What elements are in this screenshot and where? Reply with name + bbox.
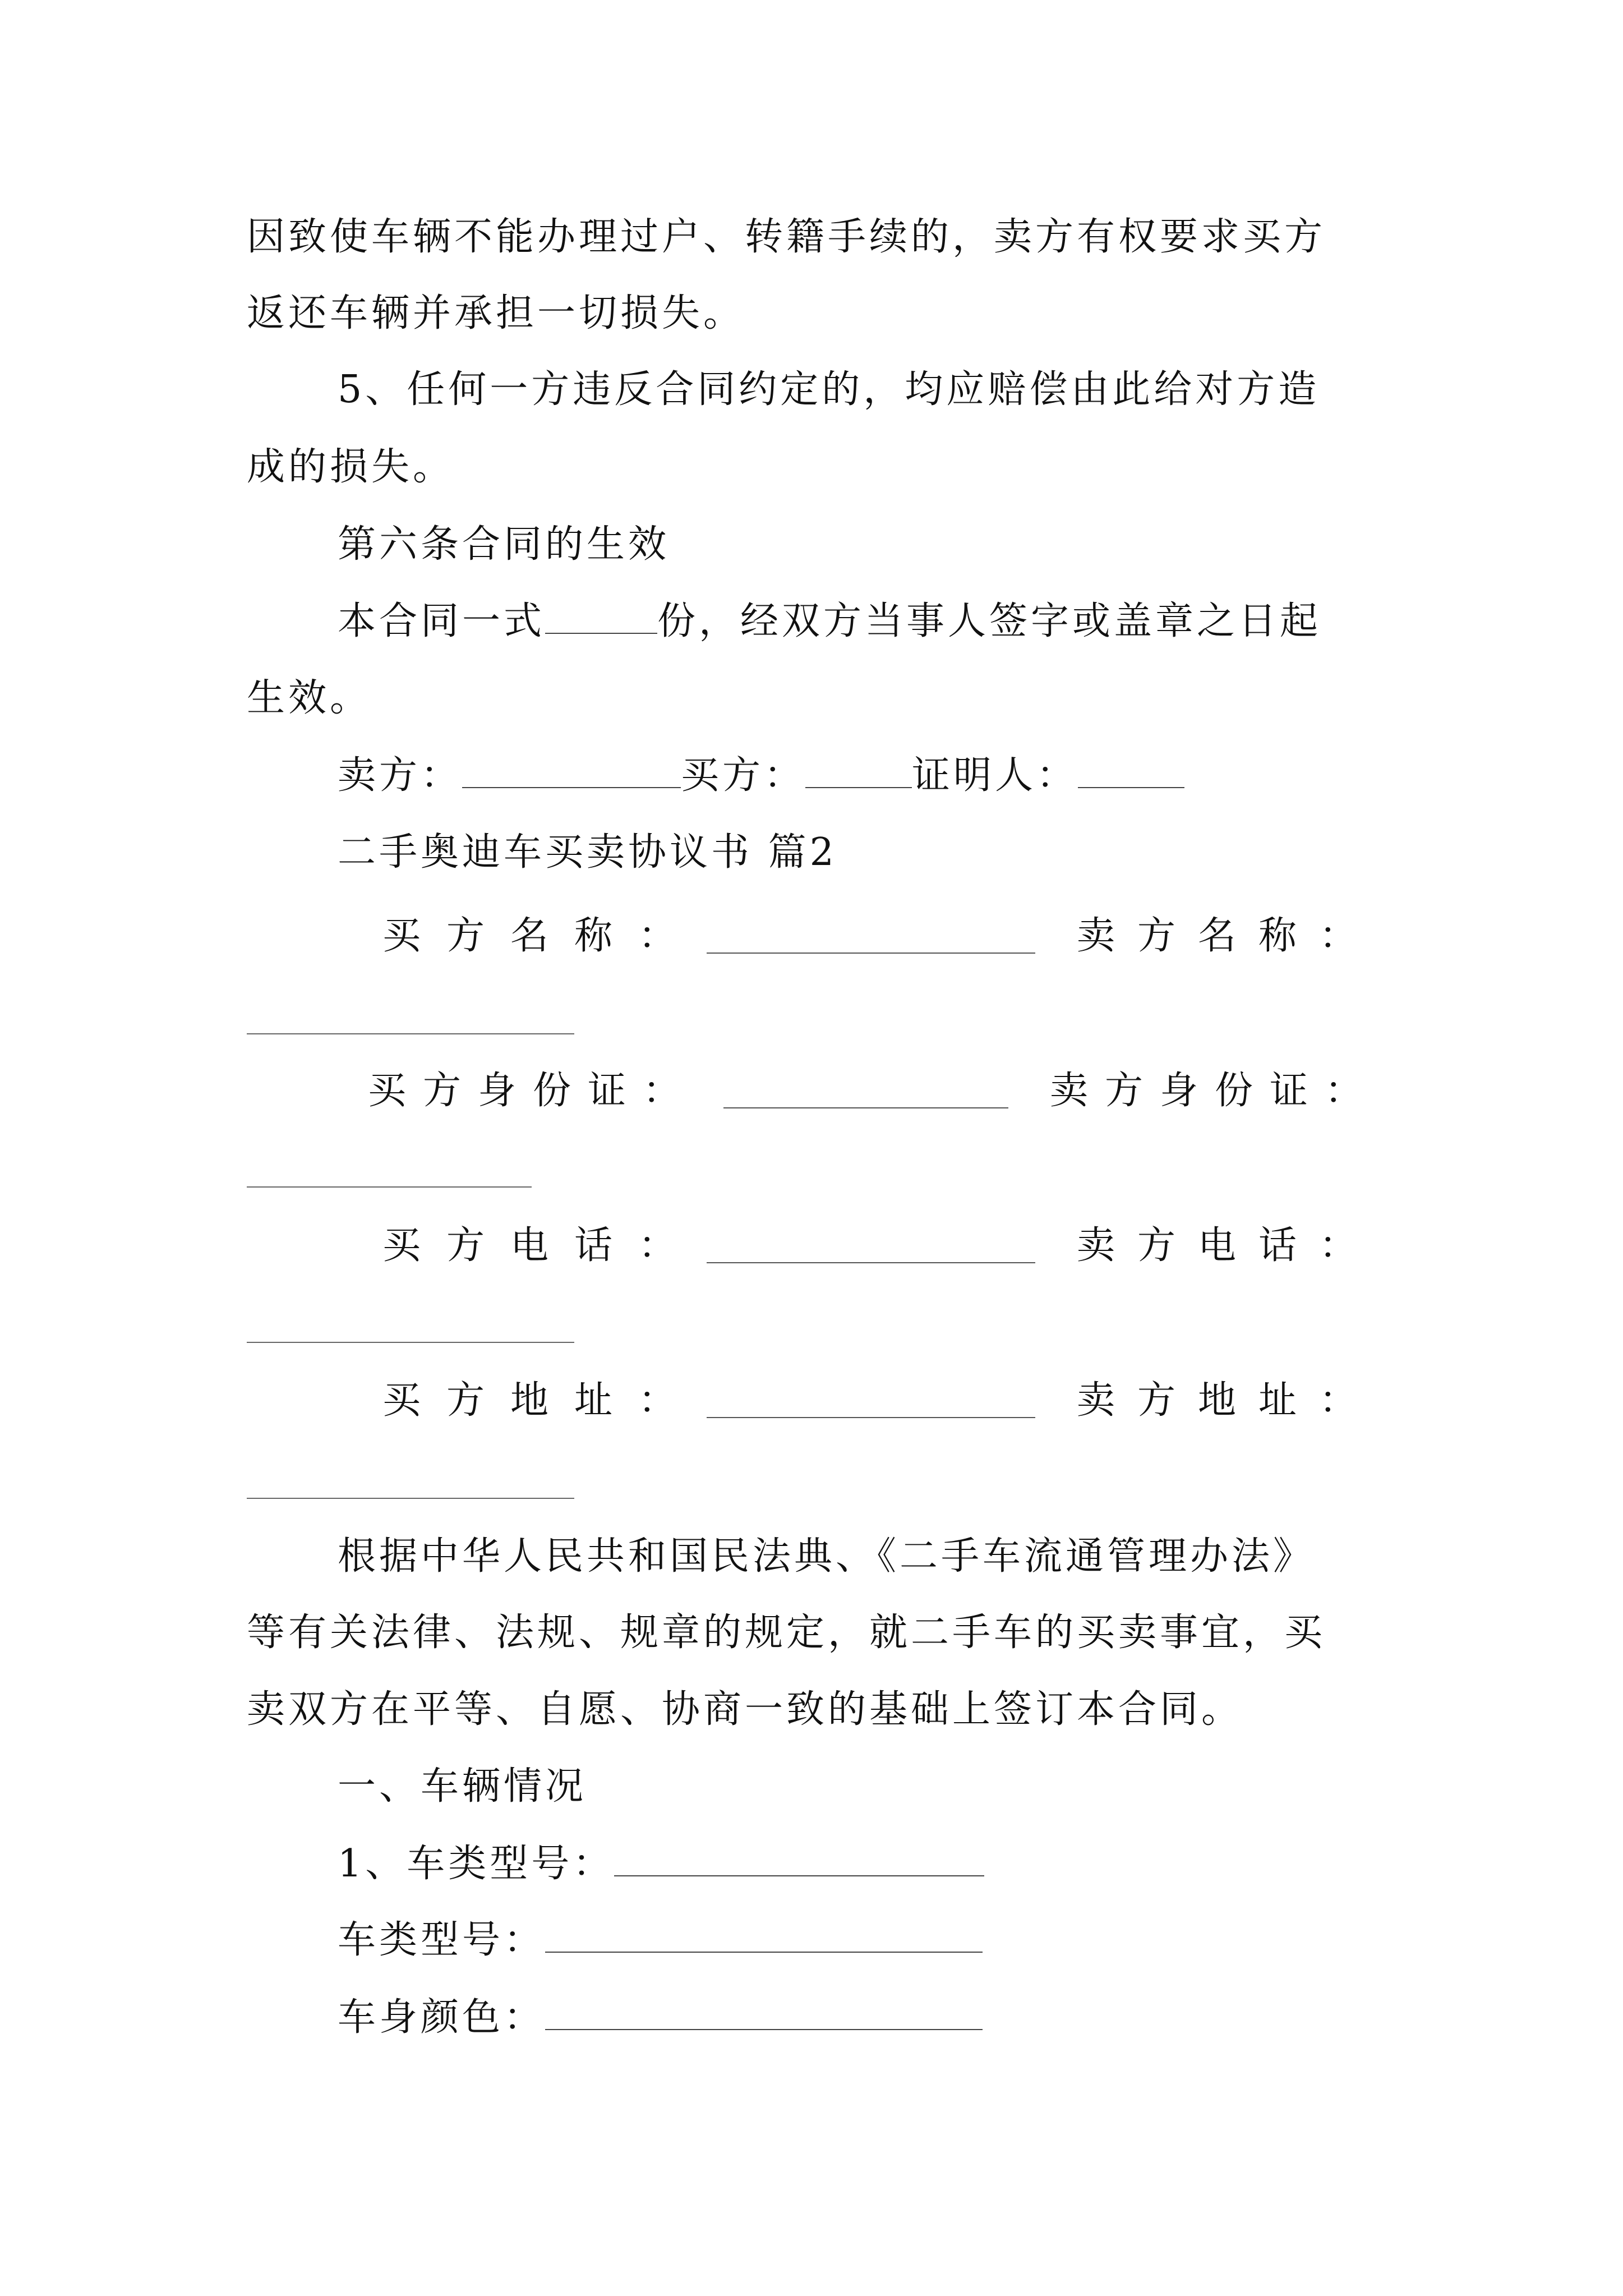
text-line: 成的损失。	[247, 445, 455, 489]
witness-signature-label: 证明人：	[912, 753, 1078, 798]
text-line	[338, 596, 1321, 647]
vehicle-color-label: 车身颜色：	[338, 1995, 546, 2040]
buyer-phone-label: 买方电话：	[382, 1223, 703, 1268]
document-subtitle: 二手奥迪车买卖协议书 篇2	[338, 830, 837, 875]
section-heading: 一、车辆情况	[338, 1764, 587, 1809]
text-segment: 份，经双方当事人签字或盖章之日起	[657, 599, 1322, 643]
buyer-id-blank	[723, 1073, 1008, 1108]
buyer-seller-name-row	[247, 911, 1380, 961]
text-line: 根据中华人民共和国民法典、《二手车流通管理办法》	[338, 1534, 1315, 1579]
witness-signature-blank	[1078, 756, 1184, 788]
seller-phone-label: 卖方电话：	[1076, 1223, 1380, 1268]
text-line: 卖双方在平等、自愿、协商一致的基础上签订本合同。	[247, 1687, 1243, 1732]
seller-name-label: 卖方名称：	[1076, 914, 1380, 958]
seller-name-blank	[247, 1032, 574, 1034]
text-line: 因致使车辆不能办理过户、转籍手续的，卖方有权要求买方	[247, 215, 1326, 259]
buyer-signature-blank	[805, 756, 912, 788]
text-segment: 本合同一式	[338, 599, 546, 643]
seller-id-label: 卖方身份证：	[1049, 1069, 1380, 1113]
buyer-signature-label: 买方：	[681, 753, 806, 798]
signature-line	[338, 751, 1184, 801]
buyer-address-blank	[707, 1382, 1035, 1418]
seller-address-blank	[247, 1497, 574, 1499]
buyer-name-blank	[707, 918, 1035, 954]
vehicle-type-row	[338, 1915, 983, 1966]
vehicle-color-row	[338, 1993, 983, 2043]
seller-id-blank	[247, 1185, 532, 1188]
buyer-seller-address-row	[247, 1375, 1380, 1426]
buyer-seller-id-row	[247, 1066, 1380, 1116]
buyer-name-label: 买方名称：	[382, 914, 703, 958]
buyer-seller-phone-row	[247, 1221, 1380, 1271]
buyer-phone-blank	[707, 1227, 1035, 1263]
seller-signature-blank	[462, 756, 681, 788]
vehicle-model-blank	[614, 1844, 984, 1876]
seller-phone-blank	[247, 1341, 574, 1343]
section-heading: 第六条合同的生效	[338, 522, 670, 567]
vehicle-color-blank	[545, 1998, 983, 2030]
copies-blank	[545, 601, 657, 634]
text-line: 等有关法律、法规、规章的规定，就二手车的买卖事宜，买	[247, 1611, 1326, 1655]
text-line: 生效。	[247, 676, 372, 720]
vehicle-type-blank	[545, 1920, 983, 1953]
text-line: 5、任何一方违反合同约定的，均应赔偿由此给对方造	[338, 367, 1320, 412]
buyer-address-label: 买方地址：	[382, 1378, 703, 1423]
vehicle-model-row	[338, 1839, 984, 1889]
buyer-id-label: 买方身份证：	[368, 1069, 698, 1113]
vehicle-model-label: 1、车类型号：	[338, 1842, 615, 1886]
seller-address-label: 卖方地址：	[1076, 1378, 1380, 1423]
vehicle-type-label: 车类型号：	[338, 1918, 546, 1962]
text-line: 返还车辆并承担一切损失。	[247, 291, 745, 335]
seller-signature-label: 卖方：	[338, 753, 463, 798]
